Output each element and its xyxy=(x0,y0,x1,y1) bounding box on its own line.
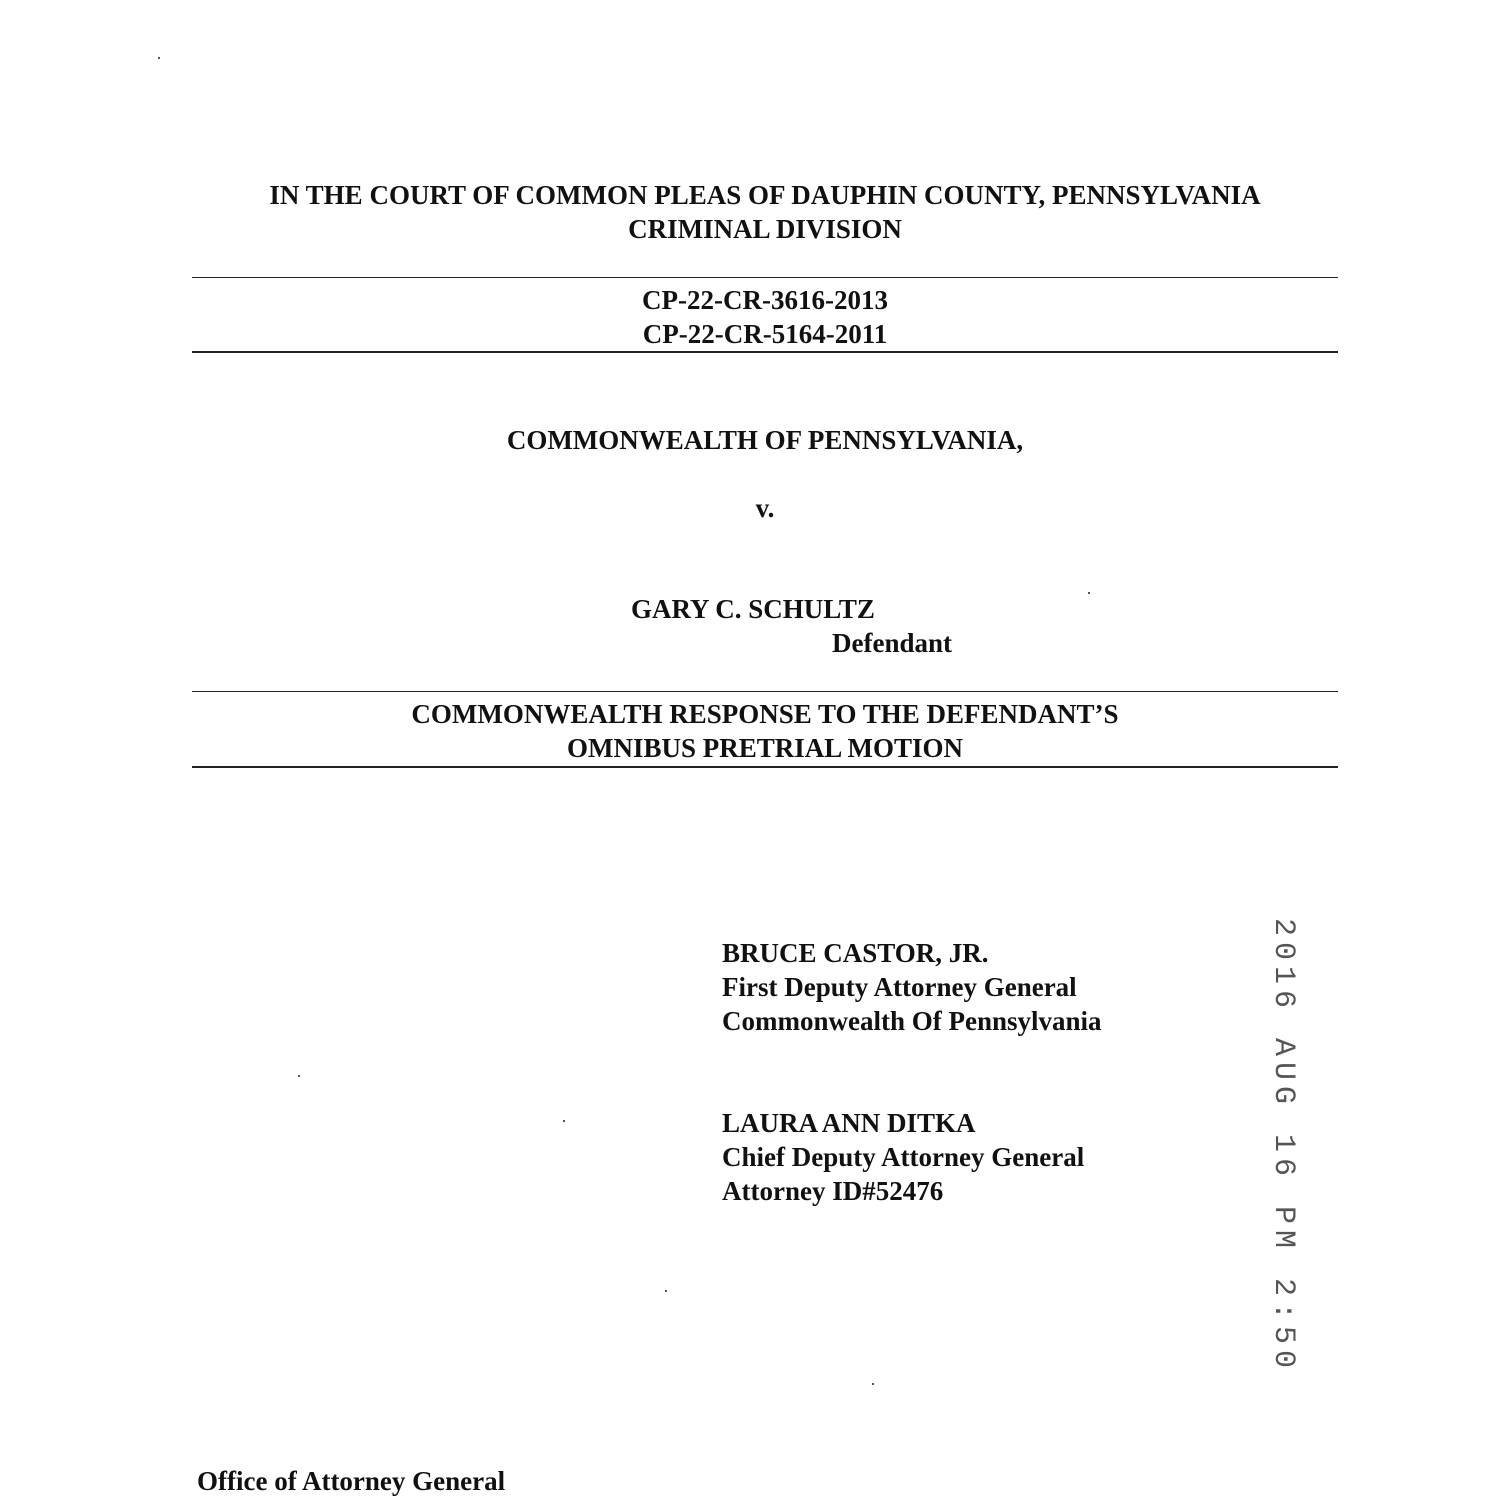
footer-office: Office of Attorney General xyxy=(197,1466,506,1496)
filing-stamp: 2016 AUG 16 PM 2:50 xyxy=(1266,918,1300,1375)
attorney-org: Commonwealth Of Pennsylvania xyxy=(722,1006,1102,1036)
document-title: OMNIBUS PRETRIAL MOTION xyxy=(566,733,964,763)
divider xyxy=(192,691,1338,692)
attorney-name: LAURA ANN DITKA xyxy=(722,1108,976,1138)
attorney-id: Attorney ID#52476 xyxy=(722,1176,944,1206)
defendant-role: Defendant xyxy=(832,628,952,658)
divider xyxy=(192,351,1338,353)
scan-speck xyxy=(1088,592,1090,594)
attorney-title: Chief Deputy Attorney General xyxy=(722,1142,1085,1172)
docket-number: CP-22-CR-3616-2013 xyxy=(642,285,888,315)
scan-speck xyxy=(872,1383,874,1385)
scan-speck xyxy=(665,1290,667,1292)
scan-speck xyxy=(298,1075,300,1077)
scan-speck xyxy=(563,1120,565,1122)
court-name: IN THE COURT OF COMMON PLEAS OF DAUPHIN COUNTY, PENNSYLVANIA xyxy=(269,180,1261,210)
court-division: CRIMINAL DIVISION xyxy=(628,214,902,244)
attorney-name: BRUCE CASTOR, JR. xyxy=(722,938,989,968)
defendant-name: GARY C. SCHULTZ xyxy=(631,594,875,624)
plaintiff: COMMONWEALTH OF PENNSYLVANIA, xyxy=(506,425,1024,455)
versus: v. xyxy=(755,493,775,523)
docket-number: CP-22-CR-5164-2011 xyxy=(642,319,888,349)
divider xyxy=(192,277,1338,278)
scan-speck xyxy=(158,57,160,59)
attorney-title: First Deputy Attorney General xyxy=(722,972,1077,1002)
document-title: COMMONWEALTH RESPONSE TO THE DEFENDANT’S xyxy=(411,699,1119,729)
divider xyxy=(192,766,1338,768)
